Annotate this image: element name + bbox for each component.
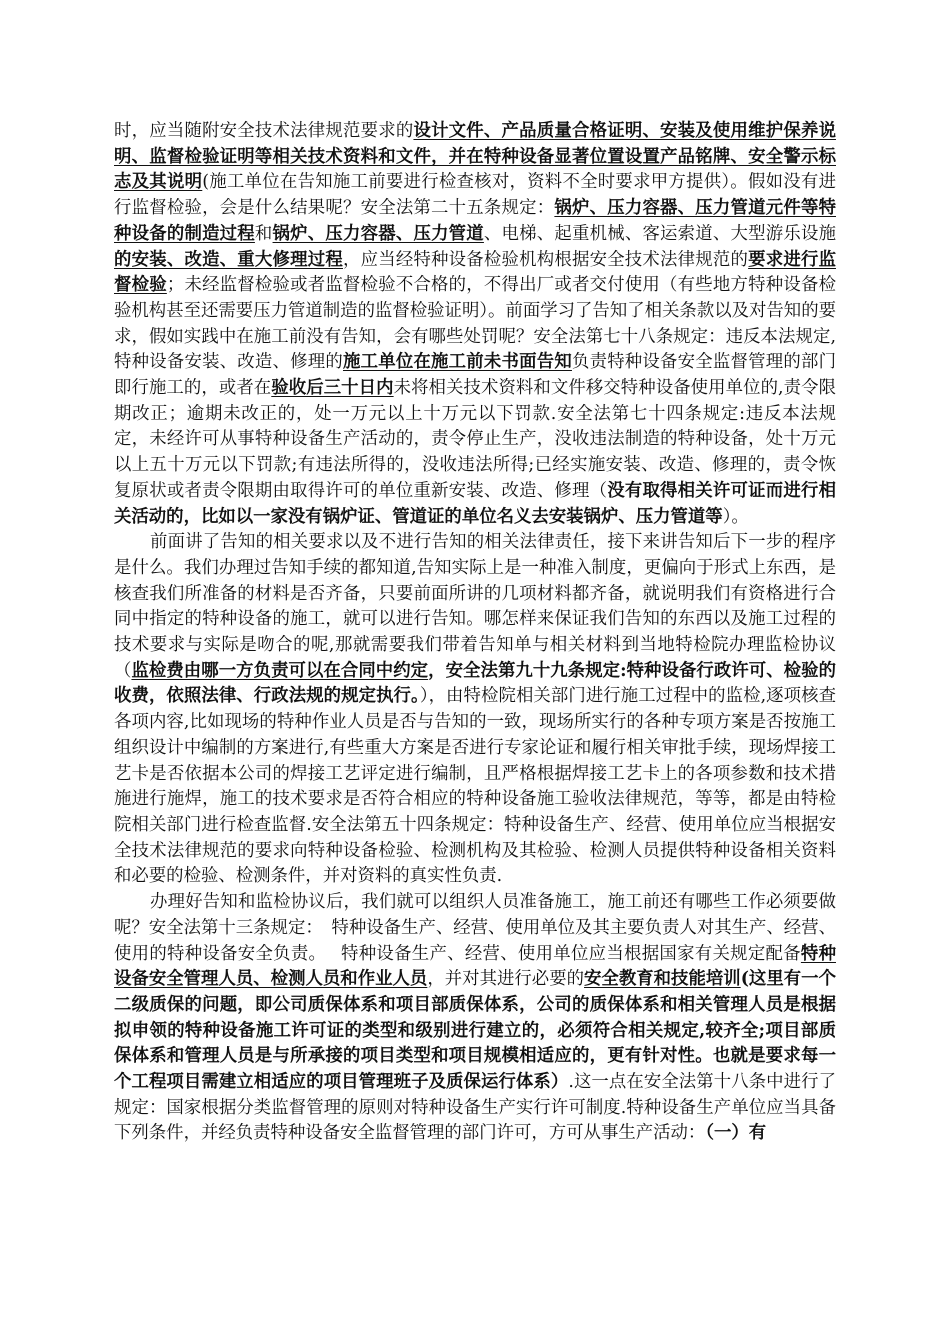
underlined-bold-text: 安全教育和技能培训 [584,969,741,990]
underlined-bold-text: 锅炉、压力容器、压力管道 [272,223,484,244]
body-text: 负责特种设备安全监督管理的部门即行施工的，或者在 [114,352,836,399]
underlined-bold-text: 锅炉、压力容器、压力管道元件等特种设备的制造过程 [114,198,836,244]
body-text: 前面讲了告知的相关要求以及不进行告知的相关法律责任，接下来讲告知后下一步的程序是什么。我们办理过告知手续的都知道,告知实际上是一种准入制度，更偏向于形式上东西，是核查我们所准备的材料是否齐备，只要前面所讲的几项材料都齐备，就说明我们有资格进行合同中指定的特种设备的施工，就可以进行告知。哪怎样来保证我们告知的东西以及施工过程的技术要求与实际是吻合的呢,那就需要我们带着告知单与相关材料到当地特检院办理监检协议（ [114,532,836,681]
document-page [114,119,836,1147]
paragraph-2 [114,530,836,890]
paragraph-1 [114,119,836,530]
underlined-bold-text: 要求进行监督检验 [114,249,836,296]
body-text: ，并对其进行必要的 [427,969,585,990]
bold-text: 没有取得相关许可证而进行相关活动的，比如以一家没有锅炉证、管道证的单位名义去安装锅炉、压力管道等 [114,480,836,527]
underlined-bold-text: 监检费由哪一方负责可以在合同中约定 [131,660,429,681]
body-text: ），由特检院相关部门进行施工过程中的监检,逐项核查各项内容,比如现场的特种作业人员是否与告知的一致，现场所实行的各种专项方案是否按施工组织设计中编制的方案进行,有些重大方案是否进行专家论证和履行相关审批手续，现场焊接工艺卡是否依据本公司的焊接工艺评定进行编制，且严格根据焊接工艺卡上的各项参数和技术措施进行施焊，施工的技术要求是否符合相应的特种设备施工验收法律规范，等等，都是由特检院相关部门进行检查监督.安全法第五十四条规定：特种设备生产、经营、使用单位应当根据安全技术法律规范的要求向特种设备检验、检测机构及其检验、检测人员提供特种设备相关资料和必要的检验、检测条件，并对资料的真实性负责. [114,686,836,887]
body-text: (施工单位在告知施工前要进行检查核对，资料不全时要求甲方提供）。假如没有进行监督检验，会是什么结果呢？安全法第二十五条规定： [114,172,836,219]
bold-text: (这里有一个二级质保的问题，即公司质保体系和项目部质保体系，公司的质保体系和相关管理人员是根据拟申领的特种设备施工许可证的类型和级别进行建立的，必须符合相关规定,较齐全;项目部质保体系和管理人员是与所承接的项目类型和项目规模相适应的，更有针对性。也就是要求每一个工程项目需建立相适应的项目管理班子及质保运行体系） [114,969,836,1093]
body-text: 、电梯、起重机械、客运索道、大型游乐设施 [483,223,836,244]
body-text: 时，应当随附安全技术法律规范要求的 [114,121,414,141]
body-text: .这一点在安全法第十八条中进行了规定：国家根据分类监督管理的原则对特种设备生产实行许可制度.特种设备生产单位应当具备下列条件，并经负责特种设备安全监督管理的部门许可，方可从事生产活动： [114,1072,836,1144]
bold-text: （一）有 [705,1123,767,1144]
underlined-bold-text: 的安装、改造、重大修理过程 [114,249,343,270]
underlined-bold-text: 特种设备安全管理人员、检测人员和作业人员 [114,943,836,990]
bold-text: ，安全法第九十九条规定:特种设备行政许可、检验的收费，依照法律、行政法规的规定执行。 [114,660,836,707]
underlined-bold-text: 验收后三十日内 [271,378,394,399]
body-text: ；未经监督检验或者监督检验不合格的，不得出厂或者交付使用（有些地方特种设备检验机构甚至还需要压力管道制造的监督检验证明）。前面学习了告知了相关条款以及对告知的要求，假如实践中在施工前没有告知，会有哪些处罚呢？安全法第七十八条规定：违反本法规定,特种设备安装、改造、修理的 [114,275,836,373]
body-text: 未将相关技术资料和文件移交特种设备使用单位的,责令限期改正；逾期未改正的，处一万元以上十万元以下罚款.安全法第七十四条规定:违反本法规定，未经许可从事特种设备生产活动的，责令停止生产，没收违法制造的特种设备，处十万元以上五十万元以下罚款;有违法所得的，没收违法所得;已经实施安装、改造、修理的，责令恢复原状或者责令限期由取得许可的单位重新安装、改造、修理（ [114,378,836,501]
body-text: 和 [254,223,273,244]
body-text: ）。 [722,506,749,527]
body-text: ，应当经特种设备检验机构根据安全技术法律规范的 [342,249,749,270]
underlined-bold-text: 设计文件、产品质量合格证明、安装及使用维护保养说明、监督检验证明等相关技术资料和文件，并在特种设备显著位置设置产品铭牌、安全警示标志及其说明 [114,121,836,193]
underlined-bold-text: 施工单位在施工前未书面告知 [342,352,572,373]
body-text: 办理好告知和监检协议后，我们就可以组织人员准备施工，施工前还有哪些工作必须要做呢？安全法第十三条规定： 特种设备生产、经营、使用单位及其主要负责人对其生产、经营、使用的特种设备安全负责。 特种设备生产、经营、使用单位应当根据国家有关规定配备 [114,892,836,964]
paragraph-3 [114,890,836,1147]
